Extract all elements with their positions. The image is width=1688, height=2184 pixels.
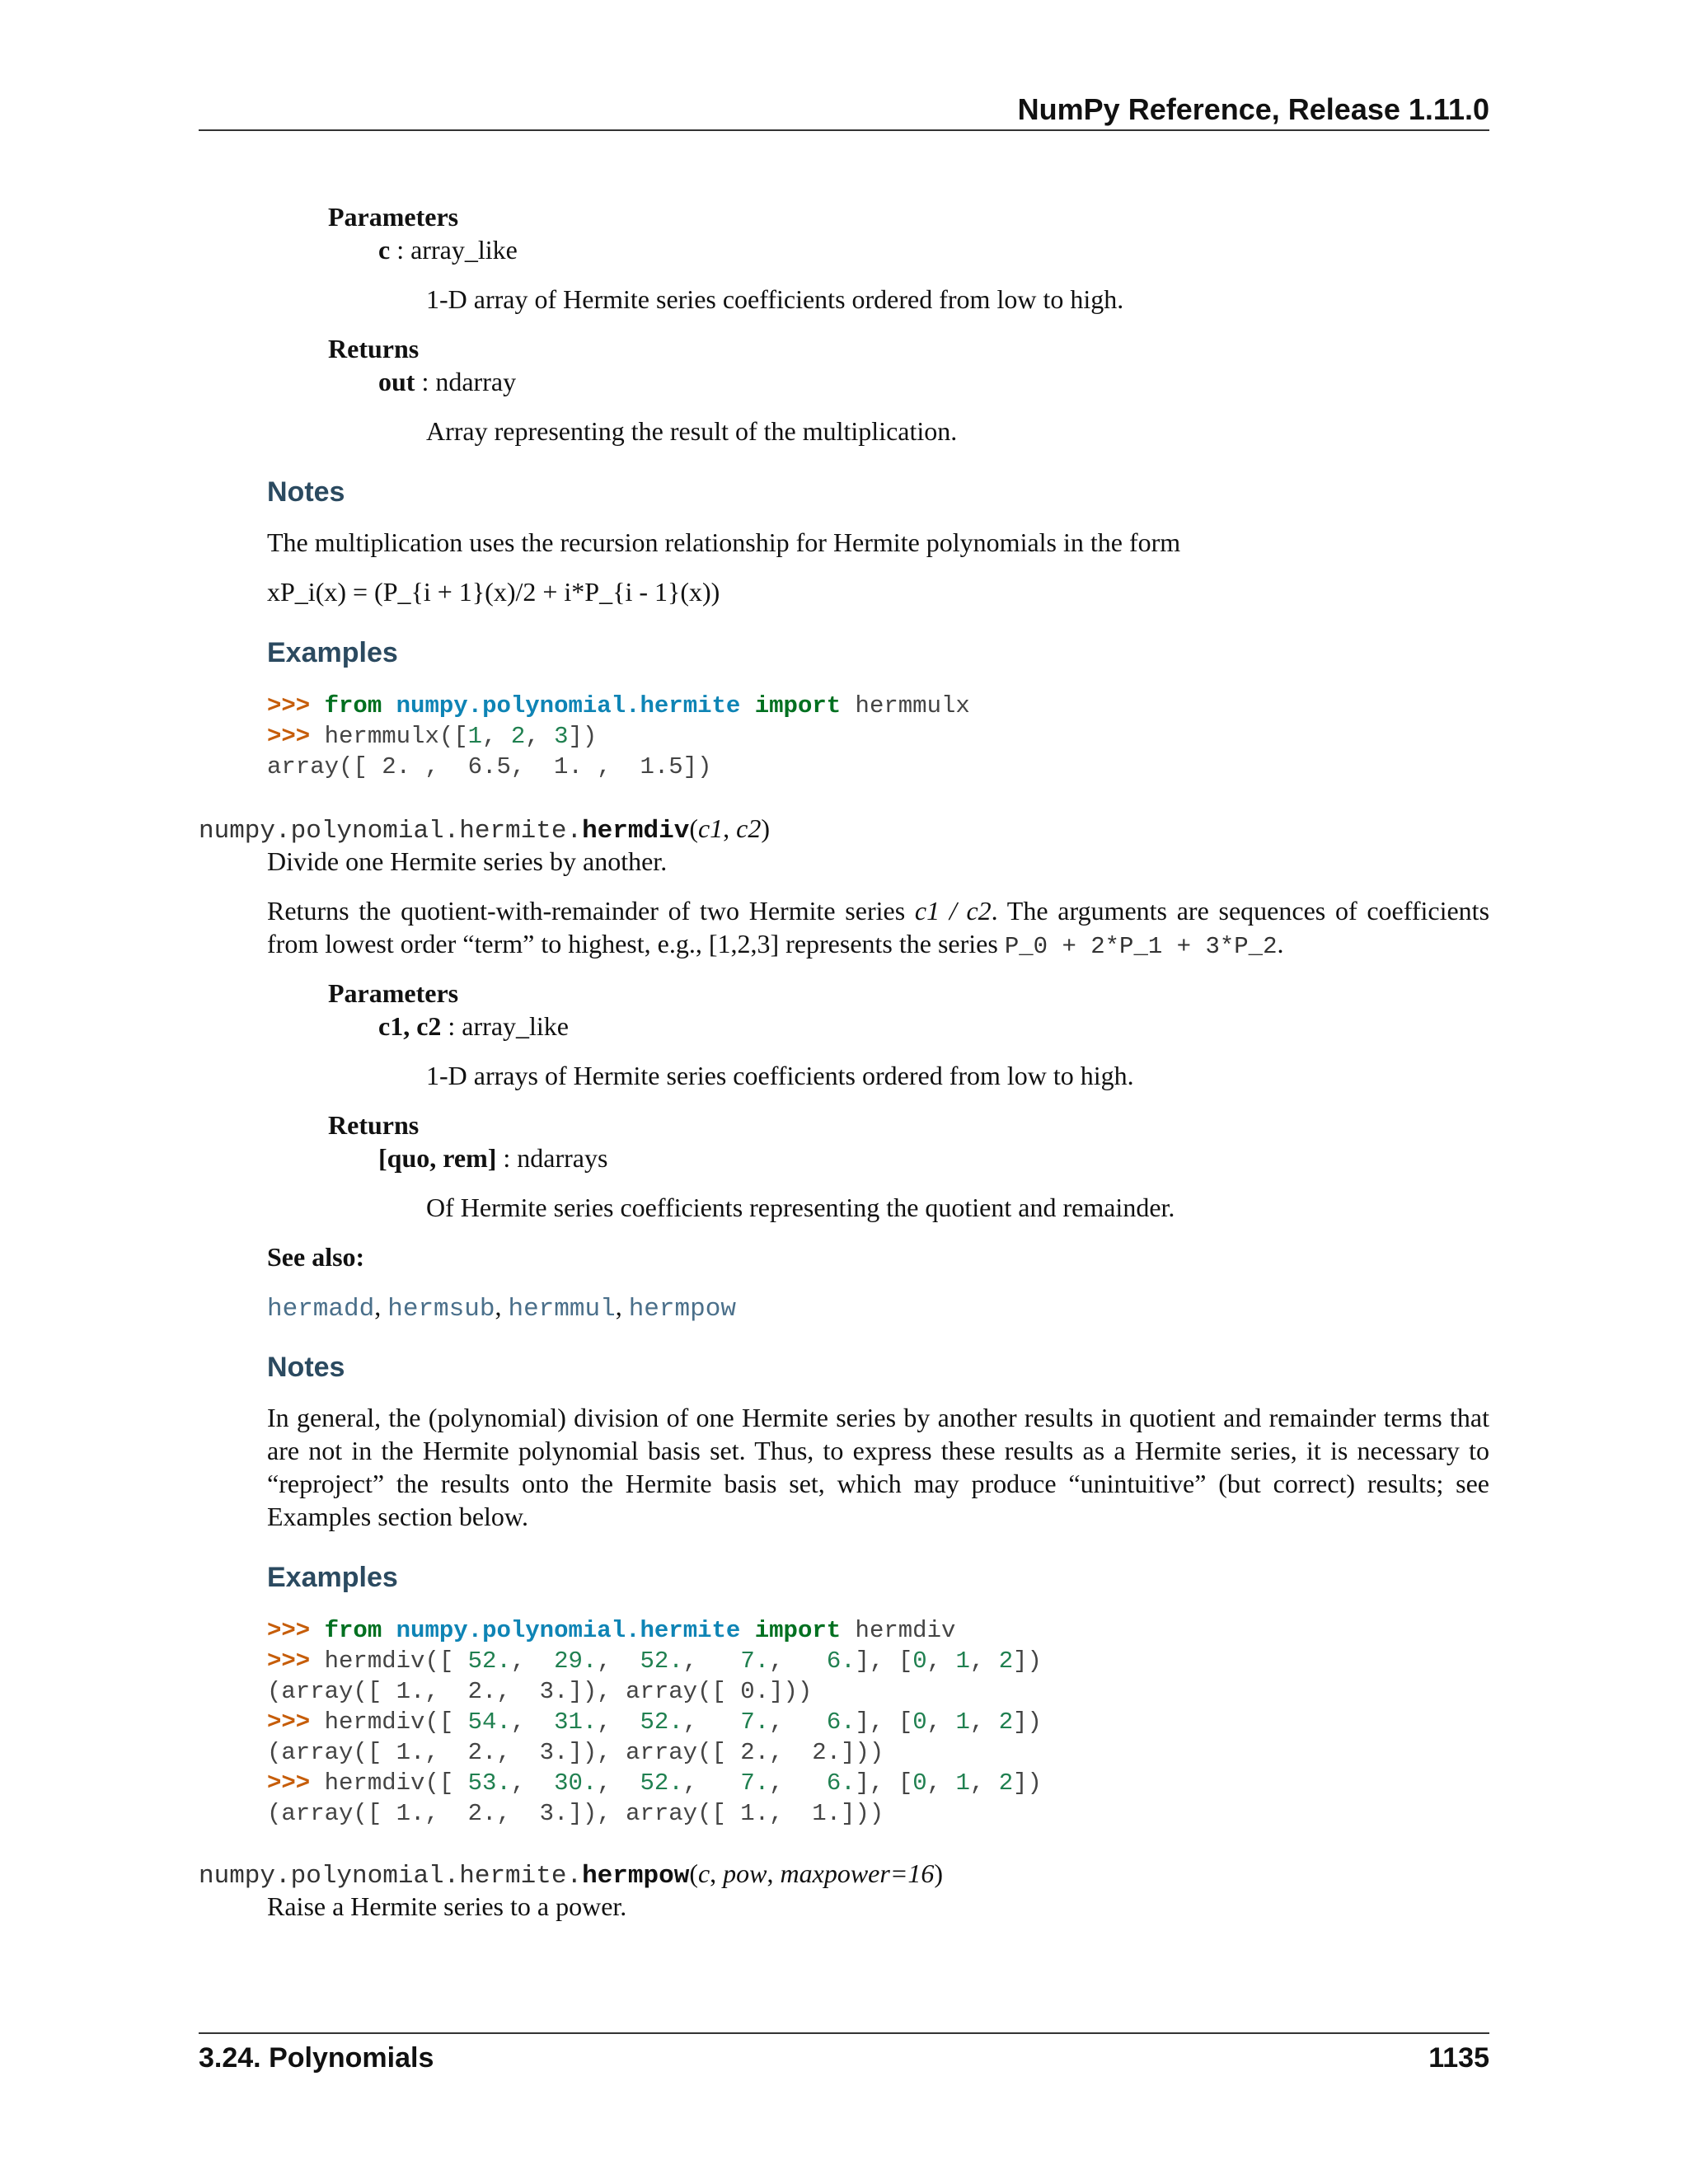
return-type: : ndarray — [415, 367, 517, 396]
code-output: (array([ 1., 2., 3.]), array([ 0.])) — [267, 1678, 813, 1705]
examples-heading: Examples — [267, 637, 398, 668]
code-output: (array([ 1., 2., 3.]), array([ 2., 2.])) — [267, 1739, 884, 1766]
return-entry — [378, 365, 516, 398]
param-entry — [378, 233, 518, 266]
returns-heading: Returns — [328, 334, 420, 363]
notes-text: In general, the (polynomial) division of one Hermite series by another results in quotient and remainder terms that are not in the Hermite polynomial basis set. Thus, to express these results as a Hermite series, it is necessary to “reproject” the results onto the Hermite basis set, which may produce “unintuitive” (but correct) results; see Examples section below. — [267, 1403, 1489, 1531]
param-type: : array_like — [441, 1011, 569, 1041]
function-signature-hermdiv: numpy.polynomial.hermite.hermdiv(c1, c2) — [199, 813, 771, 846]
notes-text: The multiplication uses the recursion relationship for Hermite polynomials in the form — [267, 527, 1181, 557]
link-hermsub[interactable]: hermsub — [387, 1295, 495, 1324]
see-also-heading: See also: — [267, 1242, 365, 1272]
function-name: hermpow — [582, 1862, 690, 1891]
link-hermadd[interactable]: hermadd — [267, 1295, 375, 1324]
header-rule — [199, 129, 1489, 131]
returns-heading: Returns — [328, 1110, 420, 1140]
param-name: c — [378, 235, 391, 265]
return-description: Of Hermite series coefficients representing the quotient and remainder. — [426, 1193, 1175, 1222]
return-type: : ndarrays — [496, 1143, 608, 1173]
see-also-links: hermadd, hermsub, hermmul, hermpow — [267, 1291, 736, 1324]
code-line: >>> hermdiv([ 52., 29., 52., 7., 6.], [0, 1, 2]) — [267, 1647, 1042, 1675]
link-hermmul[interactable]: hermmul — [508, 1295, 616, 1324]
code-line: >>> hermdiv([ 54., 31., 52., 7., 6.], [0, 1, 2]) — [267, 1708, 1042, 1736]
running-header: NumPy Reference, Release 1.11.0 — [1017, 92, 1489, 126]
page-number: 1135 — [1428, 2042, 1489, 2074]
code-output: array([ 2. , 6.5, 1. , 1.5]) — [267, 753, 712, 780]
parameters-heading: Parameters — [328, 978, 459, 1008]
return-name: out — [378, 367, 415, 396]
return-name: [quo, rem] — [378, 1143, 497, 1173]
param-entry — [378, 1010, 569, 1043]
function-summary: Raise a Hermite series to a power. — [267, 1891, 627, 1921]
code-output: (array([ 1., 2., 3.]), array([ 1., 1.])) — [267, 1800, 884, 1827]
recursion-formula: xP_i(x) = (P_{i + 1}(x)/2 + i*P_{i - 1}(x)) — [267, 577, 720, 607]
notes-heading: Notes — [267, 1352, 345, 1383]
footer-section: 3.24. Polynomials — [199, 2042, 434, 2074]
notes-heading: Notes — [267, 476, 345, 508]
param-description: 1-D array of Hermite series coefficients ordered from low to high. — [426, 284, 1124, 314]
code-line: >>> from numpy.polynomial.hermite import hermdiv — [267, 1617, 956, 1644]
function-description: Returns the quotient-with-remainder of two Hermite series c1 / c2. The arguments are sequences of coefficients from lowest order “term” to highest, e.g., [1,2,3] represents the series P_0 + 2*P_1 + 3*P_2. — [267, 896, 1490, 960]
code-example-hermmulx — [267, 691, 970, 782]
return-description: Array representing the result of the multiplication. — [426, 416, 958, 446]
footer-rule — [199, 2032, 1489, 2034]
code-example-hermdiv — [267, 1615, 1042, 1829]
function-name: hermdiv — [582, 817, 690, 846]
function-summary: Divide one Hermite series by another. — [267, 846, 668, 876]
link-hermpow[interactable]: hermpow — [628, 1295, 736, 1324]
function-signature-hermpow: numpy.polynomial.hermite.hermpow(c, pow, maxpower=16) — [199, 1858, 944, 1891]
param-type: : array_like — [390, 235, 518, 265]
code-line: >>> from numpy.polynomial.hermite import hermmulx — [267, 692, 970, 719]
examples-heading: Examples — [267, 1562, 398, 1593]
param-name: c1, c2 — [378, 1011, 442, 1041]
code-line: >>> hermdiv([ 53., 30., 52., 7., 6.], [0, 1, 2]) — [267, 1769, 1042, 1797]
parameters-heading: Parameters — [328, 202, 459, 232]
code-line: >>> hermmulx([1, 2, 3]) — [267, 723, 598, 750]
param-description: 1-D arrays of Hermite series coefficients ordered from low to high. — [426, 1061, 1134, 1090]
return-entry — [378, 1141, 607, 1174]
